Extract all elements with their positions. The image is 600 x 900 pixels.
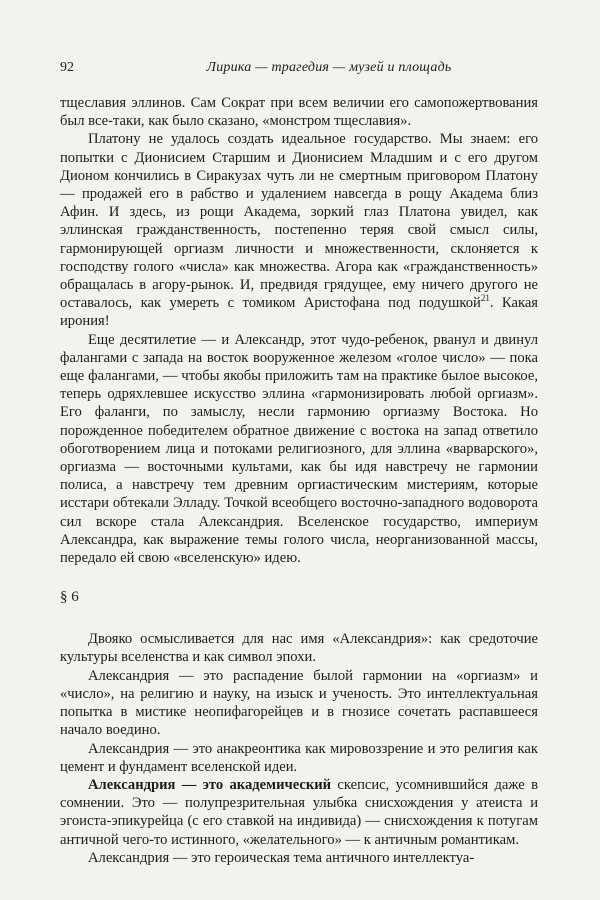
paragraph-8 [60,849,538,867]
paragraph-3-text: Еще десятилетие — и Александр, этот чудо-ребенок, рванул и двинул фалангами с запада на восток вооруженное железом «голое число» — пока еще фалангами, — чтобы якобы приложить там на практике былое высокое, теперь одряхлевшее искусство эллина «гармонизировать любой оргиазм». Его фаланги, по замыслу, несли гармонию оргиазму Востока. Но порожденное победителем обратное движение с востока на запад ответило обоготворением лица и потоками религиозного, для эллина «варварского», оргиазма — восточными культами, как бы идя навстречу не гармонии полиса, а навстречу тем древним оргиастическим мистериям, которые исстари обтекали Элладу. Точкой всеобщего восточно-западного водоворота сил вскоре стала Александрия. Вселенское государство, империум Александра, как выражение темы голого числа, неорганизованной массы, передало ей свою «вселенскую» идею. [60,331,538,567]
paragraph-8-text: Александрия — это героическая тема античного интеллектуа- [88,849,475,866]
page-header [60,60,538,82]
body-text [60,94,538,867]
paragraph-7-text: скепсис, усомнившийся даже в сомнении. Это — полупрезрительная улыбка снисхождения у атеиста и эгоиста-эпикурейца (с его ставкой на индивида) — снисхождения к потугам античной чего-то истинного, «желательного» — к античным романтикам. [60,776,538,848]
running-title: Лирика — трагедия — музей и площадь [206,60,452,75]
paragraph-3 [60,331,538,568]
footnote-ref: 21 [480,293,490,304]
paragraph-7 [60,776,538,849]
paragraph-2 [60,130,538,330]
paragraph-4 [60,630,538,666]
paragraph-6 [60,740,538,776]
paragraph-2-text: Платону не удалось создать идеальное государство. Мы знаем: его попытки с Дионисием Старшим и Дионисием Младшим и с его другом Дионом кончились в Сиракузах чуть ли не смертным приговором Платону — продажей его в рабство и удалением навсегда в рощу Академа близ Афин. И здесь, из рощи Академа, зоркий глаз Платона увидел, как эллинская гражданственность, постепенно теряя свой смысл силы, гармонирующей оргиазм личности и множественности, склоняется к господству голого «числа» как множества. Агора как «гражданственность» обращалась в агору-рынок. И, предвидя грядущее, ему ничего другого не оставалось, как умереть с томиком Аристофана под подушкой [60,131,538,312]
book-page [60,60,538,867]
page-number: 92 [60,60,74,75]
paragraph-4-text: Двояко осмысливается для нас имя «Александрия»: как средоточие культуры вселенства и как символ эпохи. [60,631,538,666]
bold-phrase: Александрия — это академический [88,776,332,793]
section-heading: § 6 [60,589,79,606]
paragraph-5-text: Александрия — это распадение былой гармонии на «оргиазм» и «число», на религию и науку, на изыск и ученость. Это интеллектуальная попытка в мистике неопифагорейцев и в гнозисе сочетать распавшееся начало воедино. [60,667,538,739]
paragraph-1 [60,94,538,130]
paragraph-1-text: тщеславия эллинов. Сам Сократ при всем величии его самопожертвования был все-таки, как было сказано, «монстром тщеславия». [60,95,538,130]
paragraph-5 [60,667,538,740]
paragraph-2-ending: . Какая ирония! [60,295,539,330]
paragraph-6-text: Александрия — это анакреонтика как мировоззрение и это религия как цемент и фундамент вселенской идеи. [60,740,538,775]
